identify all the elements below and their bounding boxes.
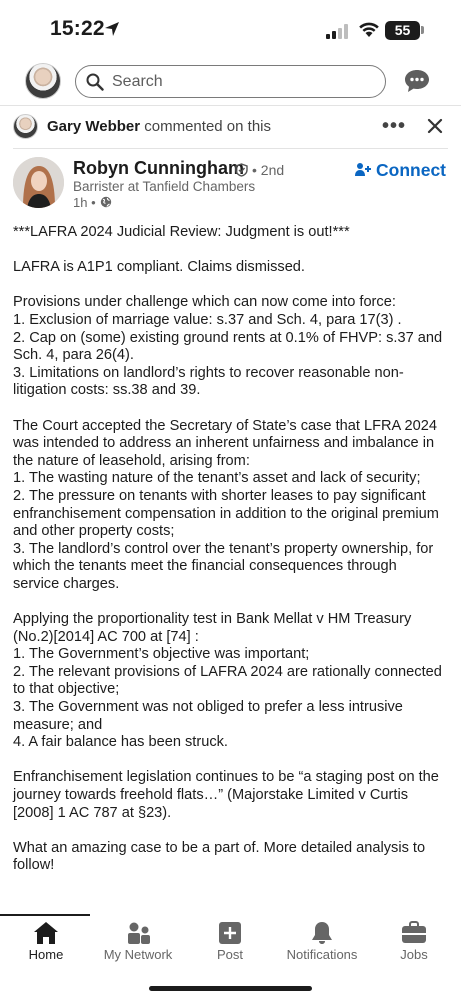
home-icon (33, 921, 59, 945)
tab-notifications[interactable] (276, 914, 368, 970)
author-name[interactable]: Robyn Cunningham (73, 158, 244, 178)
status-time: 15:22 (50, 17, 105, 40)
post-author (0, 152, 461, 214)
close-icon[interactable] (427, 118, 443, 134)
wifi-icon (358, 21, 380, 38)
search-input[interactable] (112, 67, 372, 96)
connect-button[interactable] (355, 160, 446, 182)
tab-home-label: Home (28, 947, 64, 962)
network-icon (124, 921, 152, 945)
search-bar[interactable] (75, 65, 386, 98)
activity-text (47, 118, 271, 135)
bell-icon (310, 921, 334, 945)
tab-jobs[interactable] (368, 914, 460, 970)
bottom-tab-bar (0, 914, 461, 1000)
top-nav (0, 60, 461, 104)
tab-notifications-label: Notifications (286, 947, 358, 962)
messaging-icon[interactable] (404, 69, 430, 93)
commenter-avatar[interactable] (13, 114, 38, 139)
header-divider (13, 148, 448, 149)
cellular-signal-icon (326, 23, 352, 39)
connection-degree: • 2nd (252, 162, 285, 178)
tab-post[interactable] (184, 914, 276, 970)
author-photo (13, 157, 64, 208)
battery-nub (421, 26, 424, 34)
tab-my-network-label: My Network (103, 947, 173, 962)
author-headline: Barrister at Tanfield Chambers (73, 179, 256, 194)
my-profile-avatar[interactable] (25, 63, 61, 99)
location-arrow-icon (104, 21, 120, 37)
tab-my-network[interactable] (92, 914, 184, 970)
post-icon (218, 921, 242, 945)
activity-action: commented on this (140, 118, 271, 135)
tab-jobs-label: Jobs (400, 947, 428, 962)
add-person-icon (355, 162, 371, 178)
battery-icon: 55 (385, 21, 420, 40)
nav-divider (0, 105, 461, 106)
commenter-name[interactable]: Gary Webber (47, 118, 141, 135)
briefcase-icon (401, 921, 427, 945)
activity-header (0, 112, 461, 144)
post-time: 1h • (73, 195, 96, 210)
tab-home[interactable] (0, 914, 92, 970)
connect-label: Connect (376, 160, 446, 180)
author-avatar[interactable] (13, 157, 64, 208)
post-text: ***LAFRA 2024 Judicial Review: Judgment is out!*** LAFRA is A1P1 compliant. Claims dismissed. Provisions under challenge which can now come into force: 1. Exclusion of marriage value: s.37 and Sch. 4, para 17(3) . 2. Cap on (some) existing ground rents at 0.1% of FHVP: s.37 and Sch. 4, para 26(4). 3. Limitations on landlord’s rights to recover reasonable non-litigation costs: ss.38 and 39. The Court accepted the Secretary of State’s case that LFRA 2024 was intended to address an inherent unfairness and imbalance in the nature of leasehold, arising from: 1. The wasting nature of the tenant’s asset and lack of security; 2. The pressure on tenants with shorter leases to pay significant enfranchisement compensation in addition to the original premium and other property costs; 3. The landlord’s control over the tenant’s property ownership, for which the tenants meet the financial consequences through service charges. Applying the proportionality test in Bank Mellat v HM Treasury (No.2)[2014] AC 700 at [74] : 1. The Government’s objective was important; 2. The relevant provisions of LAFRA 2024 are rationally connected to that objective; 3. The Government was not obliged to prefer a less intrusive measure; and 4. A fair balance has been struck. Enfranchisement legislation continues to be “a staging post on the journey towards freehold flats…” (Majorstake Limited v Curtis [2008] 1 AC 787 at §23). What an amazing case to be a part of. More detailed analysis to follow! (13, 224, 443, 874)
search-icon (86, 73, 104, 91)
tab-post-label: Post (216, 947, 243, 962)
status-bar (0, 0, 461, 56)
globe-icon (100, 196, 112, 208)
verified-shield-icon (235, 163, 248, 177)
more-options-icon[interactable]: ••• (382, 115, 407, 137)
home-indicator[interactable] (149, 986, 312, 991)
